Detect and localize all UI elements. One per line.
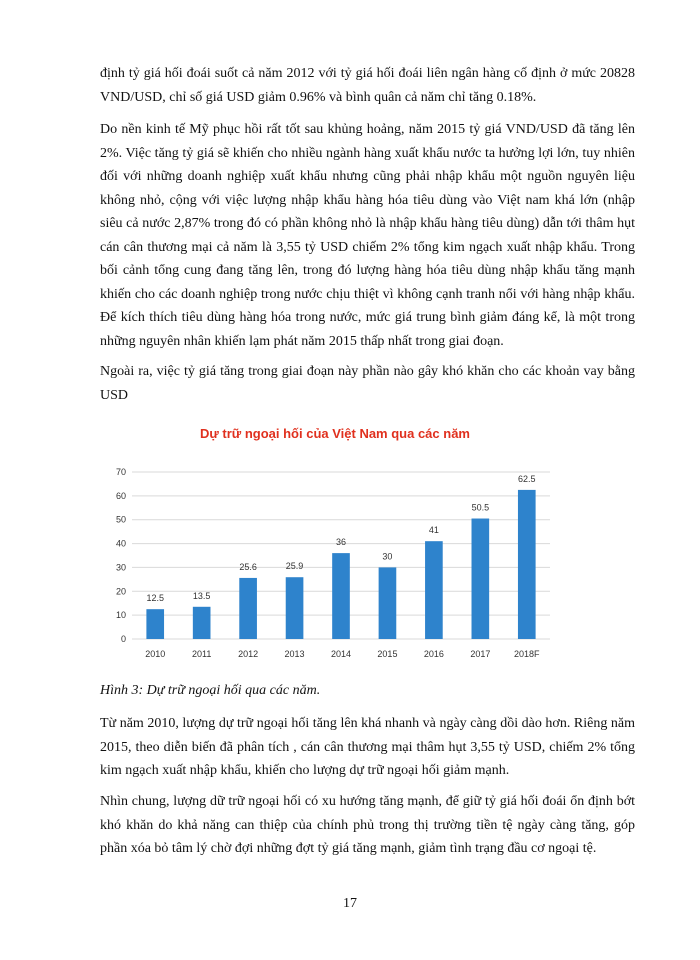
data-label: 36 [335,537,347,548]
x-tick-label: 2018F [514,649,540,659]
paragraph-reserves-trend: Nhìn chung, lượng dữ trữ ngoại hối có xu hướng tăng mạnh, để giữ tỷ giá hối đoái ổn định bớt khó khăn do khả năng can thiệp của chính phủ trong thị trường tiền tệ ngày càng tăng, góp phần xóa bỏ tâm lý chờ đợi những đợt tỷ giá tăng mạnh, giảm tình trạng đầu cơ ngoại tệ. [100,794,635,856]
x-tick-label: 2013 [284,649,305,659]
figure-caption: Hình 3: Dự trữ ngoại hối qua các năm. [100,683,321,698]
y-tick-label: 30 [115,562,126,573]
paragraph-reserves-since-2010: Từ năm 2010, lượng dự trữ ngoại hối tăng lên khá nhanh và ngày càng dồi dào hơn. Riêng năm 2015, theo diễn biến đã phân tích , cán cân thương mại thâm hụt 3,55 tỷ USD, chiếm 2% tổng kim ngạch xuất nhập khẩu, khiến cho lượng dự trữ ngoại hối giảm mạnh. [100,716,635,778]
data-label: 30 [382,551,393,562]
bar [518,490,536,639]
y-tick-label: 60 [115,490,126,501]
x-tick-label: 2011 [191,649,212,659]
x-tick-label: 2017 [470,649,491,659]
chart-title: Dự trữ ngoại hối của Việt Nam qua các năm [200,426,470,441]
x-tick-label: 2014 [330,649,352,659]
y-tick-label: 40 [115,538,126,549]
data-label: 12.5 [146,593,164,604]
bar [193,607,211,639]
bar [472,519,490,639]
y-tick-label: 50 [115,514,126,525]
bar [425,541,443,639]
y-tick-label: 20 [115,586,126,597]
bar [332,553,350,639]
y-tick-label: 0 [120,634,126,644]
bar [146,609,164,639]
bar [379,567,397,639]
paragraph-exchange-rate-2012: định tỷ giá hối đoái suốt cả năm 2012 với tỷ giá hối đoái liên ngân hàng cố định ở mức 20828 VND/USD, chỉ số giá USD giảm 0.96% và bình quân cả năm chỉ tăng 0.18%. [100,66,635,105]
data-label: 50.5 [471,502,490,513]
x-tick-label: 2015 [377,649,398,659]
x-tick-label: 2010 [145,649,166,659]
data-label: 62.5 [518,473,536,484]
paragraph-usd-loans: Ngoài ra, việc tỷ giá tăng trong giai đoạn này phần nào gây khó khăn cho các khoản vay bằng USD [100,364,635,403]
x-tick-label: 2012 [238,649,259,659]
data-label: 41 [428,525,439,536]
page-number: 17 [343,896,357,911]
bar [286,577,304,639]
y-tick-label: 10 [115,610,126,621]
bar [239,578,257,639]
data-label: 13.5 [192,590,211,601]
x-tick-label: 2016 [423,649,444,659]
y-tick-label: 70 [115,467,126,477]
chart-canvas [110,420,560,670]
data-label: 25.9 [285,561,304,572]
forex-reserves-chart [110,420,560,670]
data-label: 25.6 [239,561,257,572]
paragraph-exchange-rate-2015: Do nền kinh tế Mỹ phục hồi rất tốt sau khủng hoảng, năm 2015 tỷ giá VND/USD đã tăng lên 2%. Việc tăng tỷ giá sẽ khiến cho nhiều ngành hàng xuất khẩu nước ta hưởng lợi lớn, tuy nhiên đối với những doanh nghiệp xuất khẩu nhưng cũng phải nhập khẩu một nguồn nguyên liệu không nhỏ, cộng với việc lượng nhập khẩu hàng hóa tiêu dùng vào Việt nam khá lớn (nhập siêu cả nước 2,87% trong đó có phần không nhỏ là nhập khẩu hàng tiêu dùng) dẫn tới thâm hụt cán cân thương mại cả năm là 3,55 tỷ USD chiếm 2% tổng kim ngạch xuất nhập khẩu. Trong bối cảnh tổng cung đang tăng lên, trong đó lượng hàng hóa tiêu dùng nhập khẩu tăng mạnh khiến cho các doanh nghiệp trong nước chịu thiệt vì không cạnh tranh nổi với hàng nhập khẩu. Để kích thích tiêu dùng hàng hóa trong nước, mức giá trung bình giảm đáng kể, là một trong những nguyên nhân khiến lạm phát năm 2015 thấp nhất trong giai đoạn. [100,122,635,349]
